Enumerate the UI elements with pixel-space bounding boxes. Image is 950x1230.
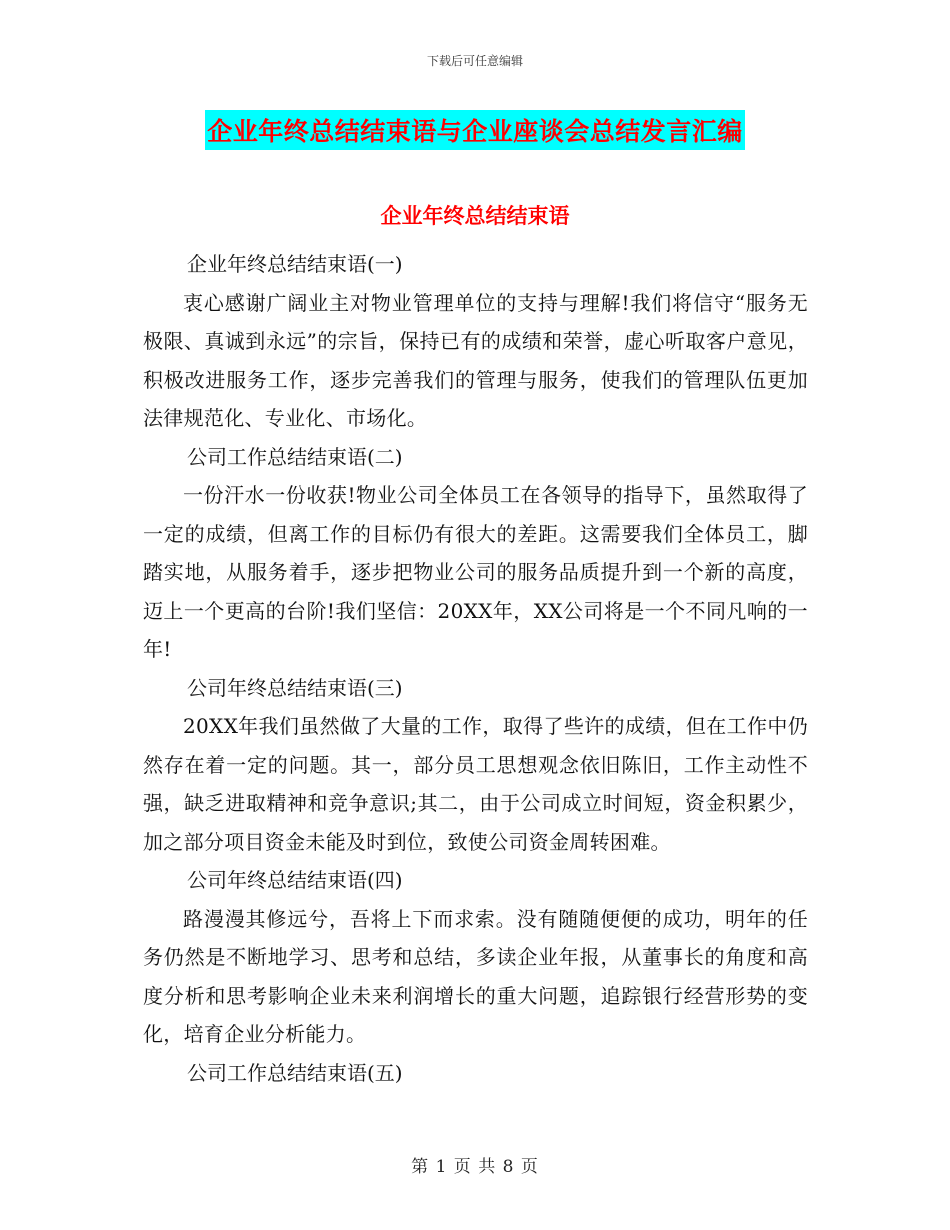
main-title-container bbox=[0, 110, 950, 150]
subheading-5: 公司工作总结结束语(五) bbox=[187, 1060, 403, 1085]
subheading-4: 公司年终总结结束语(四) bbox=[187, 868, 403, 892]
section-title: 企业年终总结结束语 bbox=[380, 204, 570, 228]
paragraph-3: 20XX年我们虽然做了大量的工作，取得了些许的成绩，但在工作中仍然存在着一定的问题。其一，部分员工思想观念依旧陈旧，工作主动性不强，缺乏进取精神和竞争意识;其二，由于公司成立时间短，资金积累少，加之部分项目资金未能及时到位，致使公司资金周转困难。 bbox=[143, 714, 808, 854]
document-body bbox=[143, 245, 808, 1092]
page-number: 第 1 页 共 8 页 bbox=[411, 1157, 539, 1177]
paragraph-4: 路漫漫其修远兮，吾将上下而求索。没有随随便便的成功，明年的任务仍然是不断地学习、思考和总结，多读企业年报，从董事长的角度和高度分析和思考影响企业未来利润增长的重大问题，追踪银行经营形势的变化，培育企业分析能力。 bbox=[143, 906, 808, 1046]
header-note: 下载后可任意编辑 bbox=[426, 54, 523, 68]
subheading-3: 公司年终总结结束语(三) bbox=[187, 675, 403, 700]
paragraph-1: 衷心感谢广阔业主对物业管理单位的支持与理解!我们将信守“服务无极限、真诚到永远”的宗旨，保持已有的成绩和荣誉，虚心听取客户意见，积极改进服务工作，逐步完善我们的管理与服务，使我们的管理队伍更加法律规范化、专业化、市场化。 bbox=[143, 290, 808, 430]
subheading-2: 公司工作总结结束语(二) bbox=[187, 444, 403, 469]
main-title: 企业年终总结结束语与企业座谈会总结发言汇编 bbox=[205, 110, 745, 150]
subheading-1: 企业年终总结结束语(一) bbox=[187, 252, 403, 276]
paragraph-2: 一份汗水一份收获!物业公司全体员工在各领导的指导下，虽然取得了一定的成绩，但离工作的目标仍有很大的差距。这需要我们全体员工，脚踏实地，从服务着手，逐步把物业公司的服务品质提升到一个新的高度，迈上一个更高的台阶!我们坚信：20XX年，XX公司将是一个不同凡响的一年! bbox=[143, 483, 808, 661]
